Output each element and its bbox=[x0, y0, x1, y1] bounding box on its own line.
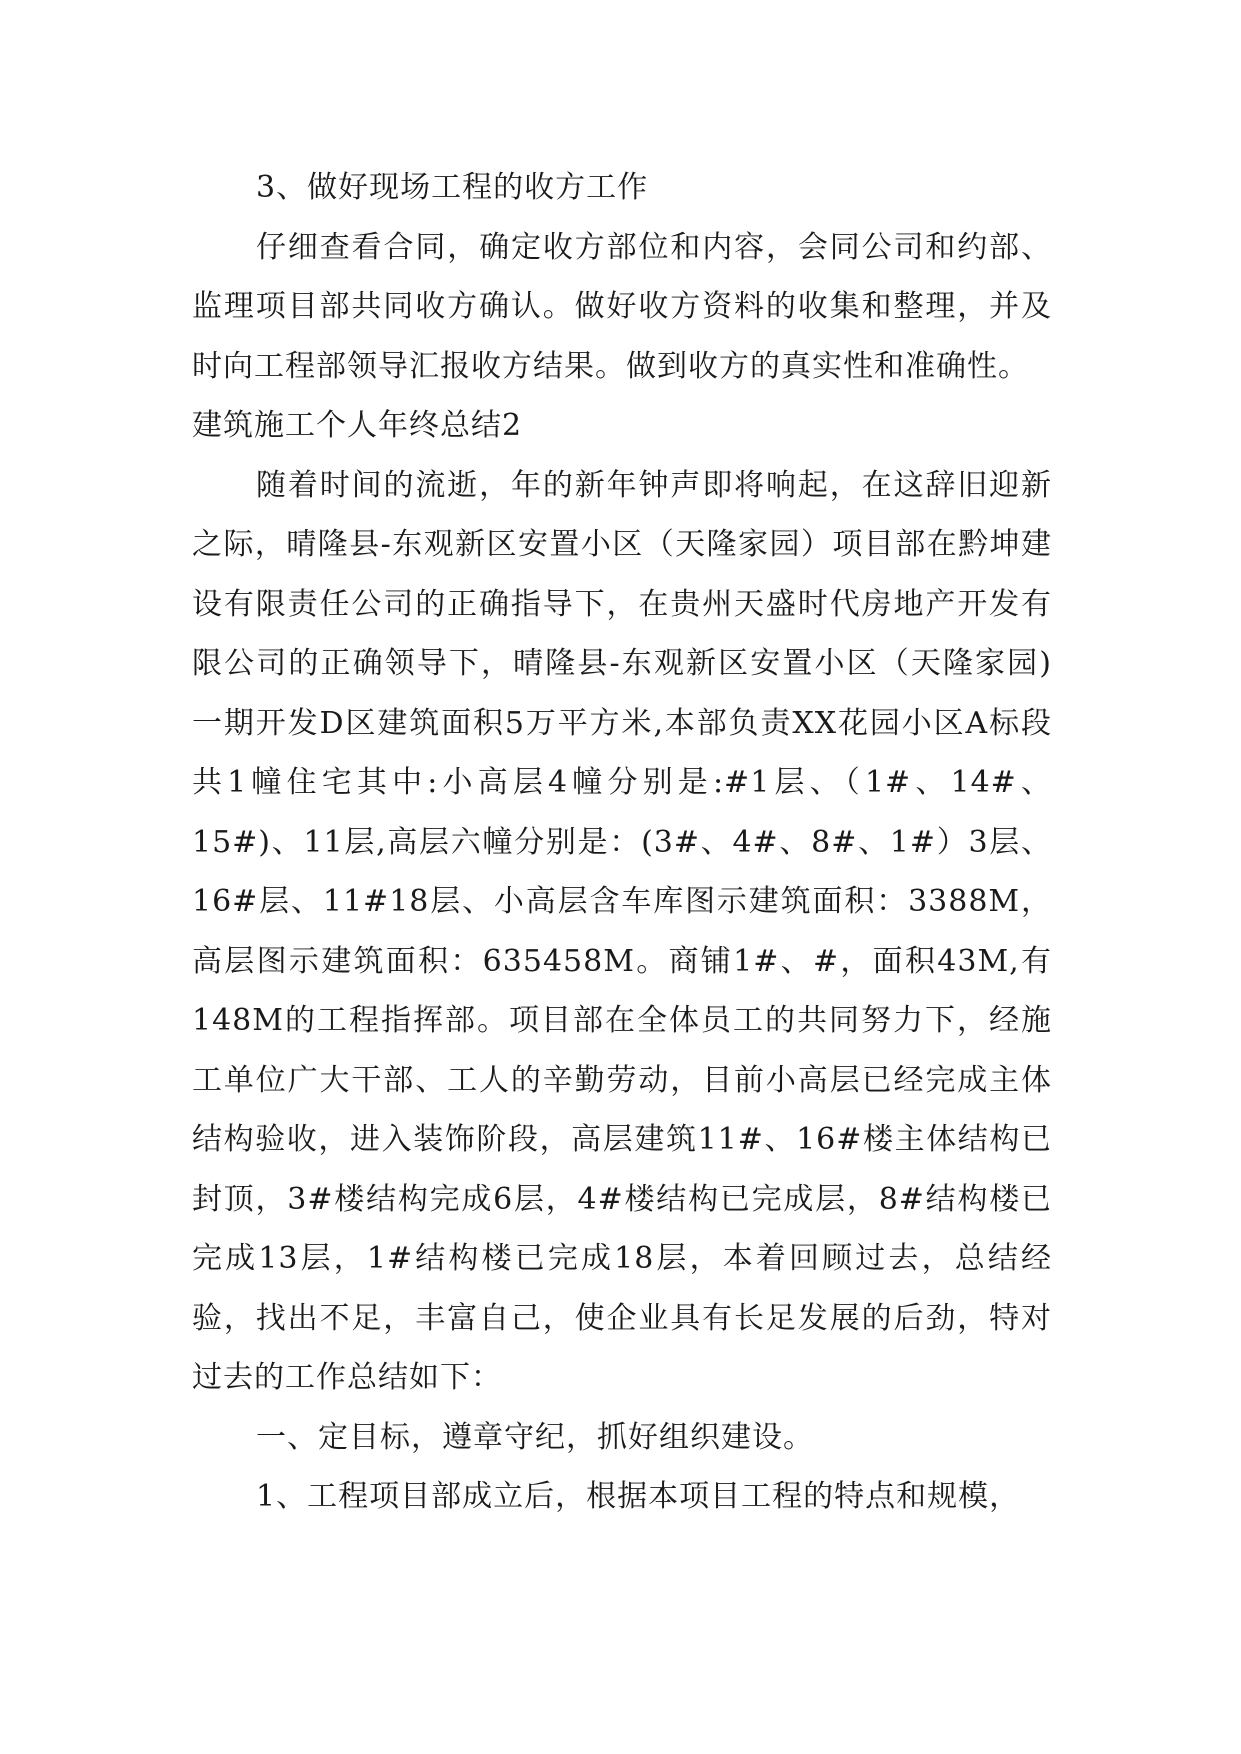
document-body bbox=[192, 158, 1052, 1527]
paragraph: 1、工程项目部成立后，根据本项目工程的特点和规模， bbox=[256, 1479, 1021, 1514]
document-title: 建筑施工个人年终总结2 bbox=[192, 408, 523, 443]
section-heading: 一、定目标，遵章守纪，抓好组织建设。 bbox=[256, 1419, 814, 1455]
paragraph: 仔细查看合同，确定收方部位和内容，会同公司和约部、监理项目部共同收方确认。做好收方资料的收集和整理，并及时向工程部领导汇报收方结果。做到收方的真实性和准确性。 bbox=[192, 229, 1052, 384]
section-heading: 3、做好现场工程的收方工作 bbox=[256, 170, 649, 205]
paragraph: 随着时间的流逝，年的新年钟声即将响起，在这辞旧迎新之际，晴隆县-东观新区安置小区（天隆家园）项目部在黔坤建设有限责任公司的正确指导下，在贵州天盛时代房地产开发有限公司的正确领导下，晴隆县-东观新区安置小区（天隆家园)一期开发D区建筑面积5万平方米,本部负责XX花园小区A标段共1幢住宅其中:小高层4幢分别是:#1层、（1#、14#、15#)、11层,高层六幢分别是：(3#、4#、8#、1#）3层、16#层、11#18层、小高层含车库图示建筑面积：3388M，高层图示建筑面积：635458M。商铺1#、#，面积43M,有148M的工程指挥部。项目部在全体员工的共同努力下，经施工单位广大干部、工人的辛勤劳动，目前小高层已经完成主体结构验收，进入装饰阶段，高层建筑11#、16#楼主体结构已封顶，3#楼结构完成6层，4#楼结构已完成层，8#结构楼已完成13层，1#结构楼已完成18层，本着回顾过去，总结经验，找出不足，丰富自己，使企业具有长足发展的后劲，特对过去的工作总结如下： bbox=[192, 467, 1052, 1395]
